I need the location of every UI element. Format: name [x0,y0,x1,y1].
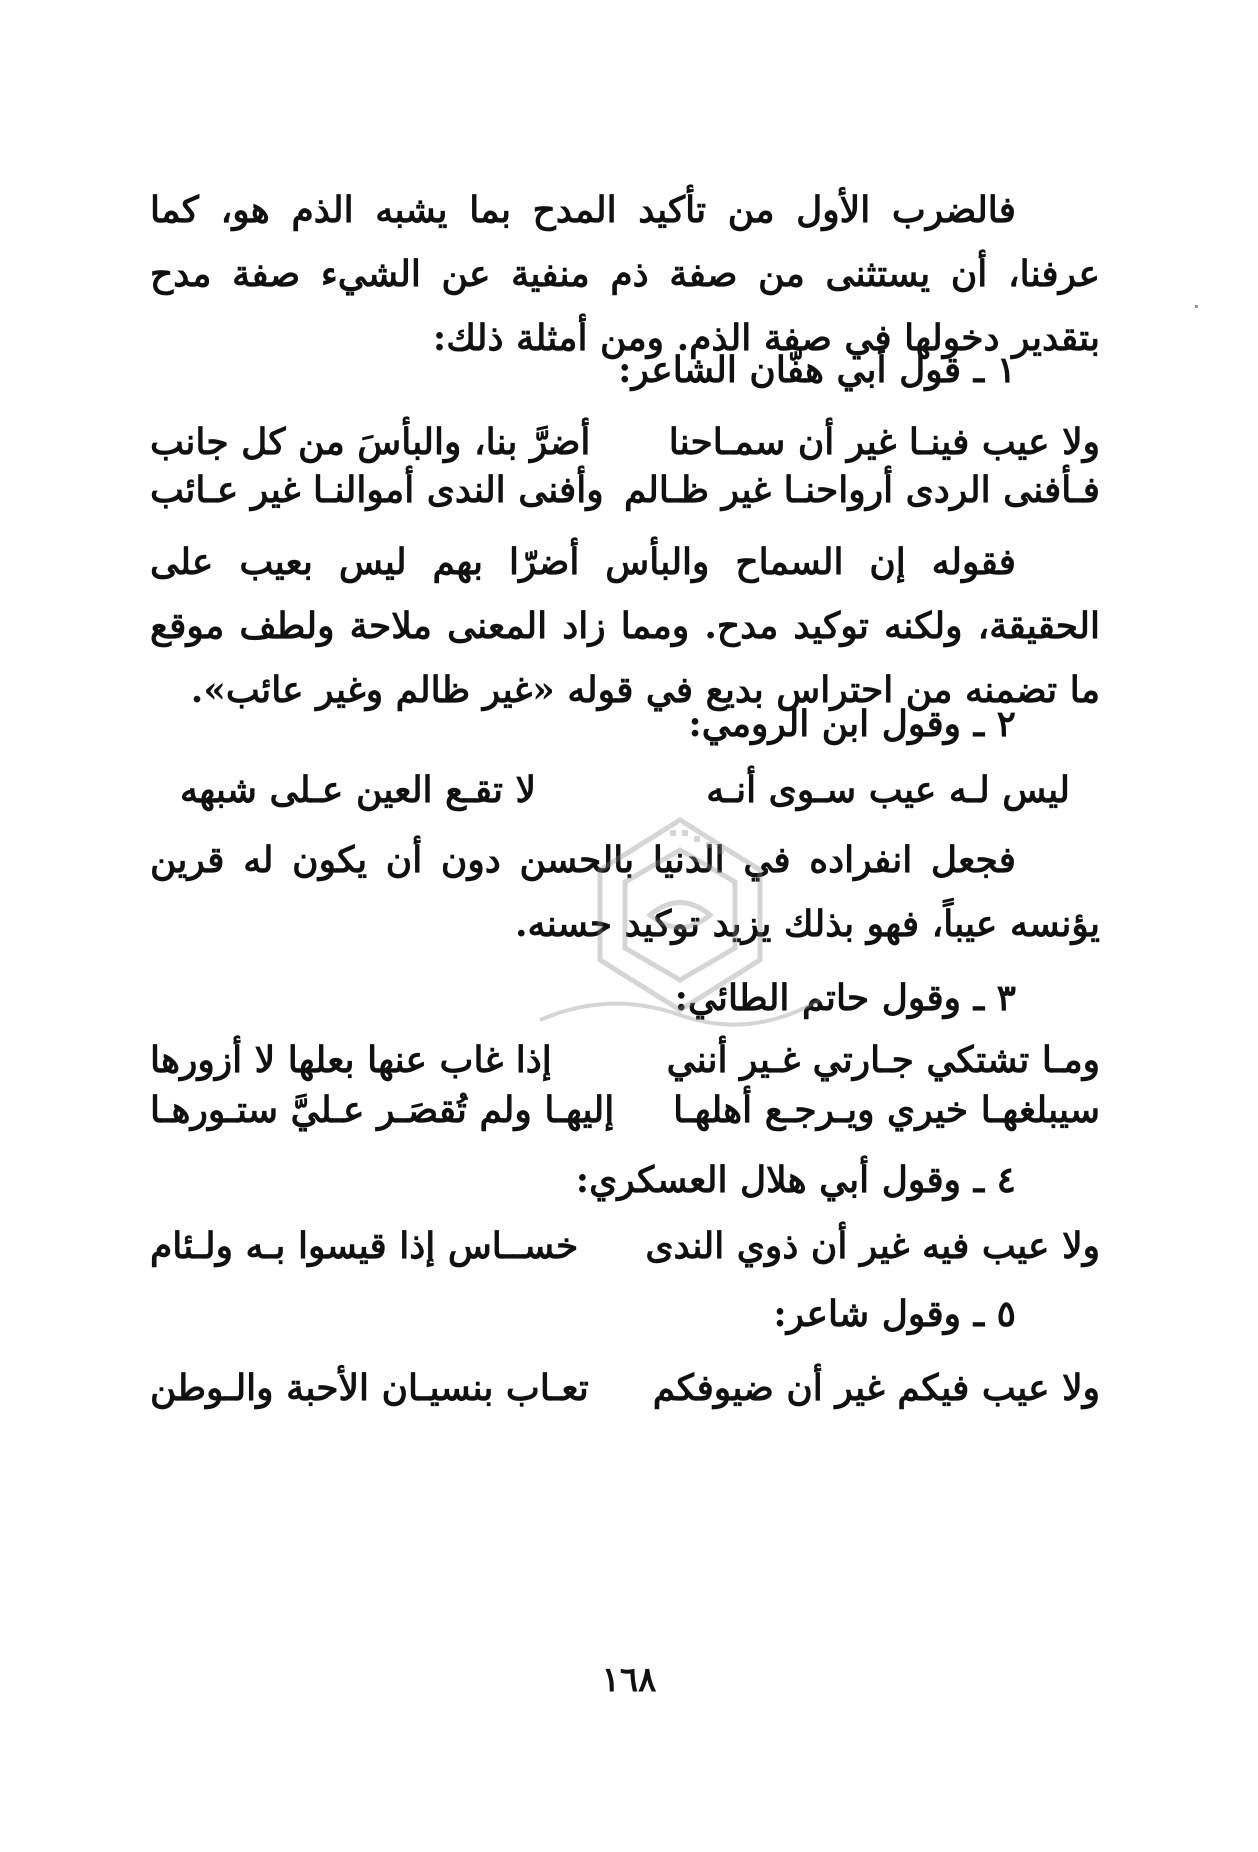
verse [150,458,1100,522]
verse [150,1356,1100,1420]
verse-second-hemistich: تعـاب بنسيـان الأحبة والـوطن [150,1367,589,1409]
verse-second-hemistich: خســاس إذا قيسوا بـه ولـئام [150,1225,579,1267]
example-4-heading: ٤ ـ وقول أبي هلال العسكري: [575,1159,1016,1201]
verse-first-hemistich: ولا عيب فيكم غير أن ضيوفكم [652,1367,1100,1409]
book-page [150,0,1100,1852]
verse-second-hemistich: لا تقـع العين عـلى شبهه [180,769,537,811]
verse-first-hemistich: ولا عيب فيه غير أن ذوي الندى [645,1225,1100,1267]
verse-second-hemistich: وأفنى الندى أموالنـا غير عـائب [150,469,604,511]
example-2-heading: ٢ ـ وقول ابن الرومي: [688,703,1016,745]
verse-second-hemistich: إذا غاب عنها بعلها لا أزورها [150,1039,552,1081]
verse [150,758,1100,822]
example-1-heading: ١ ـ قول أبي هفّان الشاعر: [618,349,1016,391]
verse-first-hemistich: ليس لـه عيب سـوى أنـه [706,769,1070,811]
verse-first-hemistich: سيبلغهـا خيري ويـرجـع أهلهـا [673,1089,1100,1131]
verse [150,1214,1100,1278]
verse-second-hemistich: إليهـا ولم تُقصَـر عـليَّ ستـورهـا [150,1089,615,1131]
intro-paragraph: فالضرب الأول من تأكيد المدح بما يشبه الذم هو، كما عرفنا، أن يستثنى من صفة ذم منفية عن الشيء صفة مدح بتقدير دخولها في صفة الذم. ومن أمثلة ذلك: [150,189,1100,359]
scan-speck [1195,305,1198,308]
page-number: ١٦٨ [601,1660,657,1700]
verse [150,1078,1100,1142]
verse-first-hemistich: ولا عيب فينـا غير أن سمـاحنا [668,421,1100,463]
example-3-heading: ٣ ـ وقول حاتم الطائي: [674,977,1016,1019]
verse-first-hemistich: فـأفنى الردى أرواحنـا غير ظـالم [623,469,1100,511]
verse-second-hemistich: أضرَّ بنا، والبأسَ من كل جانب [150,421,591,463]
commentary-paragraph: فجعل انفراده في الدنيا بالحسن دون أن يكون له قرين يؤنسه عيباً، فهو بذلك يزيد توكيد حسنه. [150,839,1100,945]
commentary-paragraph: فقوله إن السماح والبأس أضرّا بهم ليس بعيب على الحقيقة، ولكنه توكيد مدح. ومما زاد المعنى ملاحة ولطف موقع ما تضمنه من احتراس بديع في قوله «غير ظالم وغير عائب». [150,541,1100,711]
example-5-heading: ٥ ـ وقول شاعر: [773,1293,1016,1335]
verse-first-hemistich: ومـا تشتكي جـارتي غـير أنني [666,1039,1100,1081]
